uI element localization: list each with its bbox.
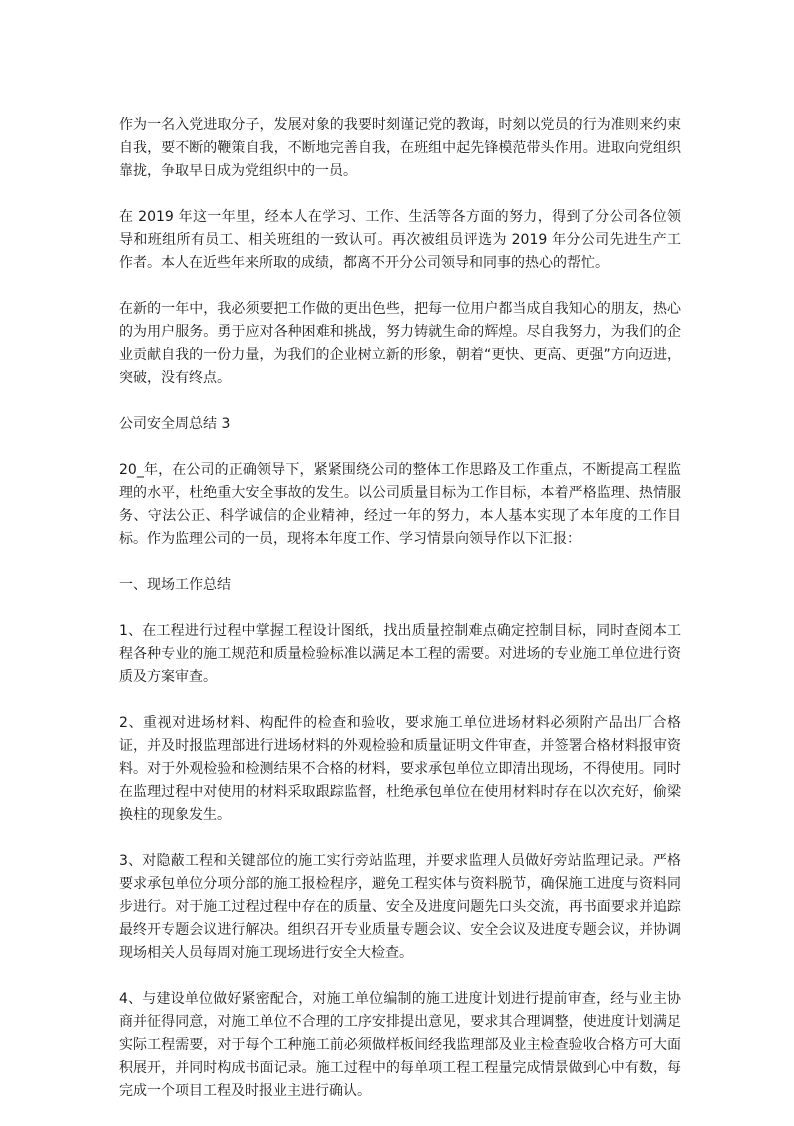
paragraph-new-year-goals: 在新的一年中，我必须要把工作做的更出色些，把每一位用户都当成自我知心的朋友，热心的为用户服务。勇于应对各种困难和挑战，努力铸就生命的辉煌。尽自我努力，为我们的企业贡献自我的一份力量，为我们的企业树立新的形象，朝着“更快、更高、更强”方向迈进，突破，没有终点。 [119, 301, 681, 386]
section-title-site-work: 一、现场工作总结 [119, 577, 231, 593]
document-body [119, 114, 681, 1126]
paragraph-item-1: 1、在工程进行过程中掌握工程设计图纸，找出质量控制难点确定控制目标，同时查阅本工程各种专业的施工规范和质量检验标准以满足本工程的需要。对进场的专业施工单位进行资质及方案审查。 [119, 623, 681, 685]
paragraph-item-3: 3、对隐蔽工程和关键部位的施工实行旁站监理，并要求监理人员做好旁站监理记录。严格要求承包单位分项分部的施工报检程序，避免工程实体与资料脱节，确保施工进度与资料同步进行。对于施工过程过程中存在的质量、安全及进度问题先口头交流，再书面要求并追踪最终开专题会议进行解决。组织召开专业质量专题会议、安全会议及进度专题会议，并协调现场相关人员每周对施工现场进行安全大检查。 [119, 853, 681, 961]
paragraph-item-2: 2、重视对进场材料、构配件的检查和验收，要求施工单位进场材料必须附产品出厂合格证，并及时报监理部进行进场材料的外观检验和质量证明文件审查，并签署合格材料报审资料。对于外观检验和检测结果不合格的材料，要求承包单位立即清出现场，不得使用。同时在监理过程中对使用的材料采取跟踪监督，杜绝承包单位在使用材料时存在以次充好，偷梁换柱的现象发生。 [119, 715, 681, 823]
paragraph-2019-achievements: 在 2019 年这一年里，经本人在学习、工作、生活等各方面的努力，得到了分公司各位领导和班组所有员工、相关班组的一致认可。再次被组员评选为 2019 年分公司先进生产工作者。本人在近些年来所取的成绩，都离不开分公司领导和同事的热心的帮忙。 [119, 209, 681, 271]
paragraph-item-4: 4、与建设单位做好紧密配合，对施工单位编制的施工进度计划进行提前审查，经与业主协商并征得同意，对施工单位不合理的工序安排提出意见，要求其合理调整，使进度计划满足实际工程需要，对于每个工种施工前必须做样板间经我监理部及业主检查验收合格方可大面积展开，并同时构成书面记录。施工过程中的每单项工程工程量完成情景做到心中有数，每完成一个项目工程及时报业主进行确认。 [119, 991, 681, 1099]
paragraph-party-member: 作为一名入党进取分子，发展对象的我要时刻谨记党的教诲，时刻以党员的行为准则来约束自我，要不断的鞭策自我，不断地完善自我，在班组中起先锋模范带头作用。进取向党组织靠拢，争取早日成为党组织中的一员。 [119, 117, 681, 179]
section-title-safety-summary: 公司安全周总结 3 [119, 416, 231, 432]
paragraph-annual-overview: 20_年，在公司的正确领导下，紧紧围绕公司的整体工作思路及工作重点，不断提高工程监理的水平，杜绝重大安全事故的发生。以公司质量目标为工作目标，本着严格监理、热情服务、守法公正、科学诚信的企业精神，经过一年的努力，本人基本实现了本年度的工作目标。作为监理公司的一员，现将本年度工作、学习情景向领导作以下汇报： [119, 462, 681, 547]
